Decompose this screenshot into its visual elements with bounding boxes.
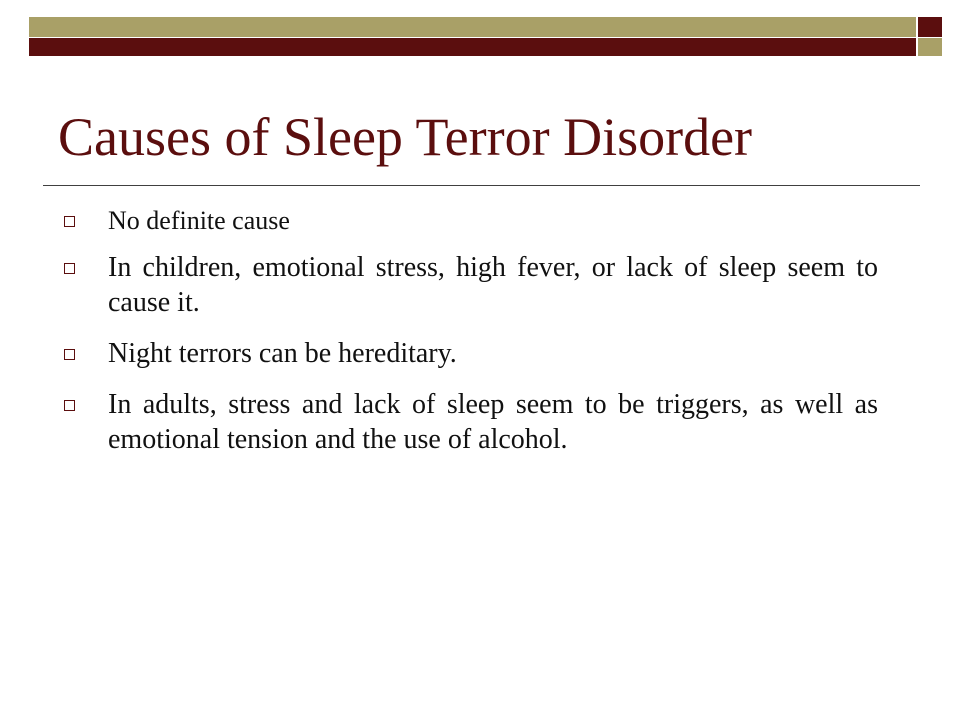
hollow-square-icon: [64, 349, 75, 360]
corner-olive-block: [918, 38, 942, 56]
hollow-square-icon: [64, 216, 75, 227]
bullet-list: [58, 204, 878, 473]
maroon-stripe: [29, 38, 916, 56]
slide-title: Causes of Sleep Terror Disorder: [58, 107, 753, 167]
bullet-item: [58, 387, 878, 457]
bullet-text: In children, emotional stress, high fever, or lack of sleep seem to cause it.: [108, 252, 878, 318]
header-decoration-bar: [0, 0, 960, 56]
hollow-square-icon: [64, 263, 75, 274]
bullet-text: In adults, stress and lack of sleep seem to be triggers, as well as emotional tension and the use of alcohol.: [108, 389, 878, 455]
bullet-text: Night terrors can be hereditary.: [108, 338, 457, 369]
olive-stripe: [29, 17, 916, 37]
bullet-item: [58, 204, 878, 238]
title-divider: [43, 185, 920, 186]
corner-maroon-block: [918, 17, 942, 37]
bullet-text: No definite cause: [108, 206, 290, 235]
bullet-item: [58, 336, 878, 371]
hollow-square-icon: [64, 400, 75, 411]
bullet-item: [58, 250, 878, 320]
